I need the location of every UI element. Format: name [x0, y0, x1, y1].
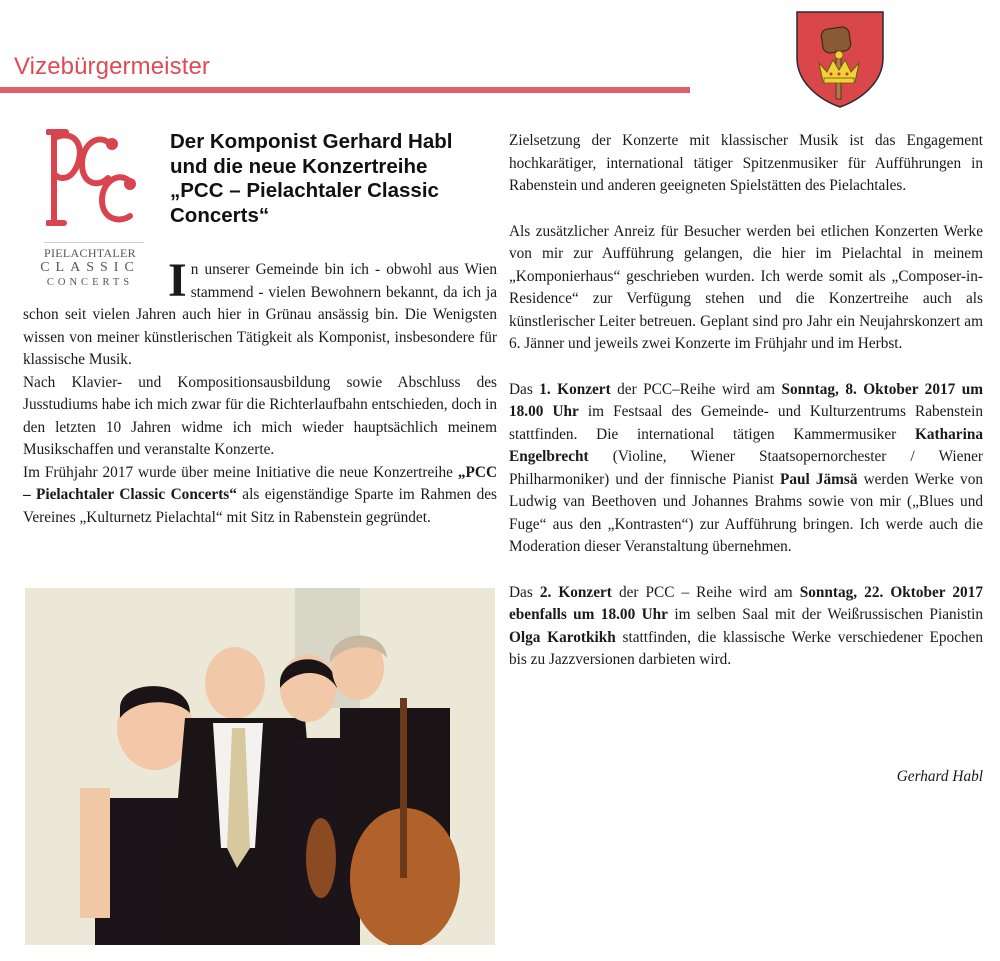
- performer-name: Paul Jämsä: [779, 470, 858, 488]
- text: der PCC–Reihe wird am: [610, 380, 782, 398]
- coat-of-arms-icon: [795, 8, 885, 108]
- text: im Festsaal des Gemeinde- und Kulturzentrums Rabenstein stattfinden. Die international tätigen Kammermusiker: [509, 403, 983, 443]
- right-column: [509, 130, 983, 672]
- headline-line: Der Komponist Gerhard Habl: [170, 130, 453, 153]
- musicians-photo: [25, 588, 495, 945]
- text: werden Werke von Ludwig van Beethoven und Johannes Brahms sowie von mir („Blues und Fuge“ aus den „Kontrasten“) zur Aufführung bringen. Ich werde auch die Moderation dieser Veranstaltung übernehmen.: [509, 470, 983, 555]
- text: stattfinden, die klassische Werke verschiedener Epochen bis zu Jazzversionen darbieten wird.: [509, 628, 983, 668]
- concert-label: 2. Konzert: [539, 583, 612, 601]
- text: der PCC – Reihe wird am: [611, 583, 800, 601]
- section-divider: [0, 87, 690, 93]
- performer-name: Olga Karotkikh: [509, 628, 616, 646]
- article-headline: [170, 130, 500, 228]
- performer-name: Katharina Engelbrecht: [509, 425, 983, 465]
- paragraph-concert-2: [509, 582, 983, 672]
- drop-cap: I: [168, 254, 187, 307]
- left-column: [23, 254, 497, 529]
- concert-date: Sonntag, 22. Oktober 2017 ebenfalls um 18.00 Uhr: [509, 583, 983, 623]
- logo-divider: [44, 242, 144, 243]
- concert-date: Sonntag, 8. Oktober 2017 um 18.00 Uhr: [509, 380, 983, 420]
- paragraph-goals: Zielsetzung der Konzerte mit klassischer Musik ist das Engagement hochkarätiger, international tätiger Spitzenmusiker für Aufführungen in Rabenstein und anderen geeigneten Spielstätten des Pielachtales.: [509, 132, 983, 194]
- text: als eigenständige Sparte im Rahmen des Vereines „Kulturnetz Pielachtal“ mit Sitz in Rabenstein gegründet.: [23, 486, 497, 526]
- paragraph-concert-1: [509, 379, 983, 559]
- intro-text: n unserer Gemeinde bin ich - obwohl aus Wien stammend - vielen Bewohnern bekannt, da ich ja schon seit vielen Jahren auch hier in Grünau ansässig bin. Die Wenigsten wissen von meiner künstlerischen Tätigkeit als Komponist, insbesondere für klassische Musik.: [23, 261, 497, 368]
- headline-line: und die neue Konzertreihe: [170, 154, 428, 178]
- text: Im Frühjahr 2017 wurde über meine Initiative die neue Konzertreihe: [23, 463, 458, 481]
- paragraph-education: Nach Klavier- und Kompositionsausbildung sowie Abschluss des Jusstudiums habe ich mich zwar für die Richterlaufbahn entschieden, doch in den letzten 10 Jahren widme ich mich wieder hauptsächlich meinem Musikschaffen und veranstalte Konzerte.: [23, 373, 497, 458]
- text: Das: [509, 380, 540, 398]
- paragraph-incentive: Als zusätzlicher Anreiz für Besucher werden bei etlichen Konzerten Werke von mir zur Aufführung gelangen, die hier im Pielachtal in meinem „Komponierhaus“ geschrieben wurden. Ich werde somit als „Composer-in-Residence“ zur Verfügung stehen und die Konzertreihe auch als künstlerischer Leiter betreuen. Geplant sind pro Jahr ein Neujahrskonzert am 6. Jänner und jeweils zwei Konzerte im Frühjahr und im Herbst.: [509, 222, 983, 352]
- logo-float-spacer: [23, 259, 168, 304]
- logo-text-line3: CONCERTS: [46, 277, 134, 288]
- text: Das: [509, 583, 540, 601]
- paragraph-founding: [23, 462, 497, 530]
- concert-label: 1. Konzert: [539, 380, 611, 398]
- series-name: „PCC – Pielachtaler Classic Concerts“: [23, 463, 497, 503]
- headline-line: „PCC – Pielachtaler Classic: [170, 179, 439, 202]
- pcc-logo-mark-icon: [46, 128, 136, 228]
- text: (Violine, Wiener Staatsopernorchester / Wiener Philharmoniker) und der finnische Pianist: [509, 448, 983, 488]
- text: im selben Saal mit der Weißrussischen Pianistin: [667, 606, 983, 623]
- logo-text-line2: CLASSIC: [40, 260, 140, 275]
- logo-text-line1: PIELACHTALER: [44, 246, 136, 260]
- section-title: Vizebürgermeister: [14, 53, 211, 80]
- headline-line: Concerts“: [170, 203, 270, 227]
- author-signature: Gerhard Habl: [896, 768, 983, 785]
